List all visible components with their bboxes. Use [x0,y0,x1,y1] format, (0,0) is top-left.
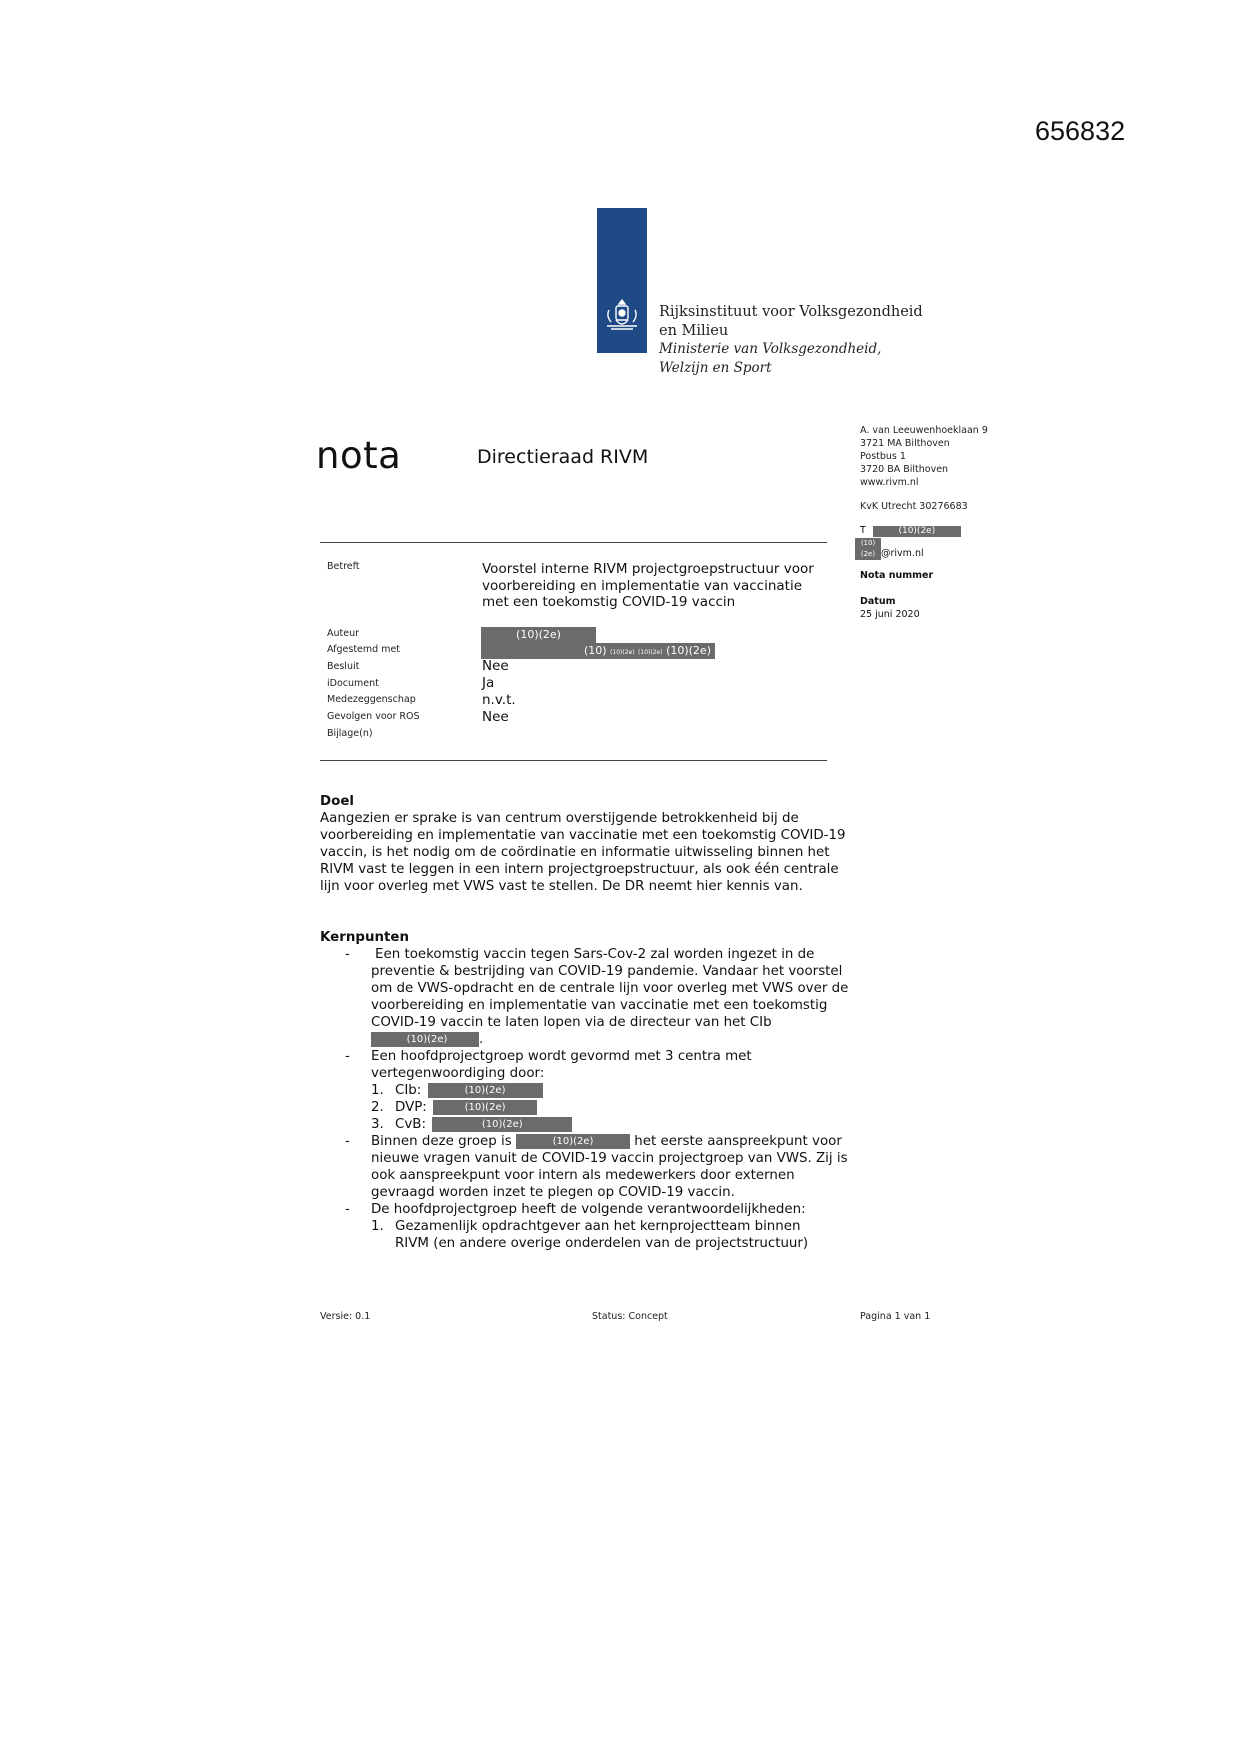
address-web: www.rivm.nl [860,477,919,488]
kernpunt-1-redaction: (10)(2e) [371,1032,479,1047]
sub-1-num: 1. [371,1219,384,1234]
auteur-label: Auteur [327,628,360,639]
footer-versie: Versie: 0.1 [320,1311,371,1322]
afgestemd-label: Afgestemd met [327,644,401,655]
doel-text: Aangezien er sprake is van centrum overstijgende betrokkenheid bij de voorbereiding en implementatie van vaccinatie met een toekomstig COVID-19 vaccin, is het nodig om de coördinatie en informatie uitwisseling binnen het RIVM vast te leggen in een intern projectgroepstructuur, als ook één centrale lijn voor overleg met VWS vast te stellen. De DR neemt hier kennis van. [320,811,846,894]
item-3-redaction: (10)(2e) [432,1117,572,1132]
kernpunt-3-post: het eerste aanspreekpunt [634,1134,808,1149]
item-3 [395,1116,845,1133]
logo-line-2: en Milieu [659,322,729,339]
logo-line-1: Rijksinstituut voor Volksgezondheid [659,304,923,320]
gevolgen-value: Nee [482,709,509,725]
item-1-label: CIb: [395,1083,422,1098]
address-street: A. van Leeuwenhoeklaan 9 [860,425,988,436]
logo-line-3: Ministerie van Volksgezondheid, [659,341,882,357]
logo-text [659,303,923,377]
kernpunt-2: Een hoofdprojectgroep wordt gevormd met 3 centra met vertegenwoordiging door: [371,1049,752,1081]
nota-heading: nota [316,434,402,477]
kernpunt-4: De hoofdprojectgroep heeft de volgende verantwoordelijkheden: [371,1202,806,1217]
tel-redaction: (10)(2e) [873,526,961,537]
besluit-label: Besluit [327,661,360,672]
top-divider [320,542,827,543]
item-2-redaction: (10)(2e) [433,1100,537,1115]
doel-section [320,793,860,895]
telephone-row [860,525,961,537]
doel-heading: Doel [320,794,354,809]
logo-line-4: Welzijn en Sport [659,359,772,376]
document-id: 656832 [1035,116,1126,146]
sub-1: Gezamenlijk opdrachtgever aan het kernprojectteam binnen RIVM (en andere overige onderdelen van de projectstructuur) [395,1219,809,1251]
item-1 [395,1082,845,1099]
item-2-num: 2. [371,1100,384,1115]
afgestemd-redaction-1: (10) [583,644,607,657]
address-city: 3721 MA Bilthoven [860,438,950,449]
kernpunt-3-pre: Binnen deze groep is [371,1134,512,1149]
kernpunt-1-end: . [479,1032,484,1047]
medezeggenschap-label: Medezeggenschap [327,694,416,705]
idocument-value: Ja [482,675,495,691]
addressee-title: Directieraad RIVM [477,446,649,468]
address-block [860,424,988,513]
betreft-value: Voorstel interne RIVM projectgroepstructuur voor voorbereiding en implementatie van vaccinatie met een toekomstig COVID-19 vaccin [482,561,814,610]
nota-nummer-label: Nota nummer [860,570,934,581]
kernpunten-heading: Kernpunten [320,930,410,945]
address-postcity: 3720 BA Bilthoven [860,464,949,475]
item-1-redaction: (10)(2e) [428,1083,543,1098]
bullet-dash: - [345,947,350,962]
footer-status: Status: Concept [592,1311,668,1322]
afgestemd-redaction-4: (10)(2e) [666,644,711,657]
auteur-redaction: (10)(2e) [481,627,596,643]
bullet-dash: - [345,1049,350,1064]
kernpunten-section [320,929,860,946]
email-row [855,538,924,560]
item-1-num: 1. [371,1083,384,1098]
idocument-label: iDocument [327,678,379,689]
item-2 [395,1099,845,1116]
afgestemd-redaction-2: (10)(2e) [610,649,635,656]
gevolgen-label: Gevolgen voor ROS [327,711,420,722]
besluit-value: Nee [482,658,509,674]
mail-suffix: @rivm.nl [881,548,924,559]
item-3-num: 3. [371,1117,384,1132]
kernpunt-3-redaction: (10)(2e) [516,1134,630,1149]
item-3-label: CvB: [395,1117,426,1132]
address-kvk: KvK Utrecht 30276683 [860,501,968,512]
bullet-dash: - [345,1134,350,1149]
kernpunt-3 [371,1133,849,1201]
afgestemd-redaction-3: (10)(2e) [638,649,663,656]
kernpunt-3-rest: voor nieuwe vragen vanuit de COVID-19 vaccin projectgroep van VWS. Zij is ook aanspreekpunt voor intern als medewerkers door externen gevraagd worden inzet te plegen op COVID-19 vaccin. [371,1134,848,1200]
betreft-label: Betreft [327,561,360,572]
royal-coat-of-arms-icon [603,296,641,336]
tel-label: T [860,525,866,536]
medezeggenschap-value: n.v.t. [482,692,516,708]
footer-pagina: Pagina 1 van 1 [860,1311,931,1322]
mail-redaction: (10)(2e) [855,538,881,560]
address-postbus: Postbus 1 [860,451,906,462]
item-2-label: DVP: [395,1100,427,1115]
datum-label: Datum [860,596,896,607]
bijlage-label: Bijlage(n) [327,728,373,739]
datum-value: 25 juni 2020 [860,609,920,620]
bullet-dash: - [345,1202,350,1217]
afgestemd-redaction [481,643,715,659]
kernpunt-1-text: Een toekomstig vaccin tegen Sars-Cov-2 zal worden ingezet in de preventie & bestrijding van COVID-19 pandemie. Vandaar het voorstel om de VWS-opdracht en de centrale lijn voor overleg met VWS over de voorbereiding en implementatie van vaccinatie met een toekomstig COVID-19 vaccin te laten lopen via de directeur van het CIb [371,947,849,1030]
bottom-divider [320,760,827,761]
kernpunt-1 [371,946,849,1048]
